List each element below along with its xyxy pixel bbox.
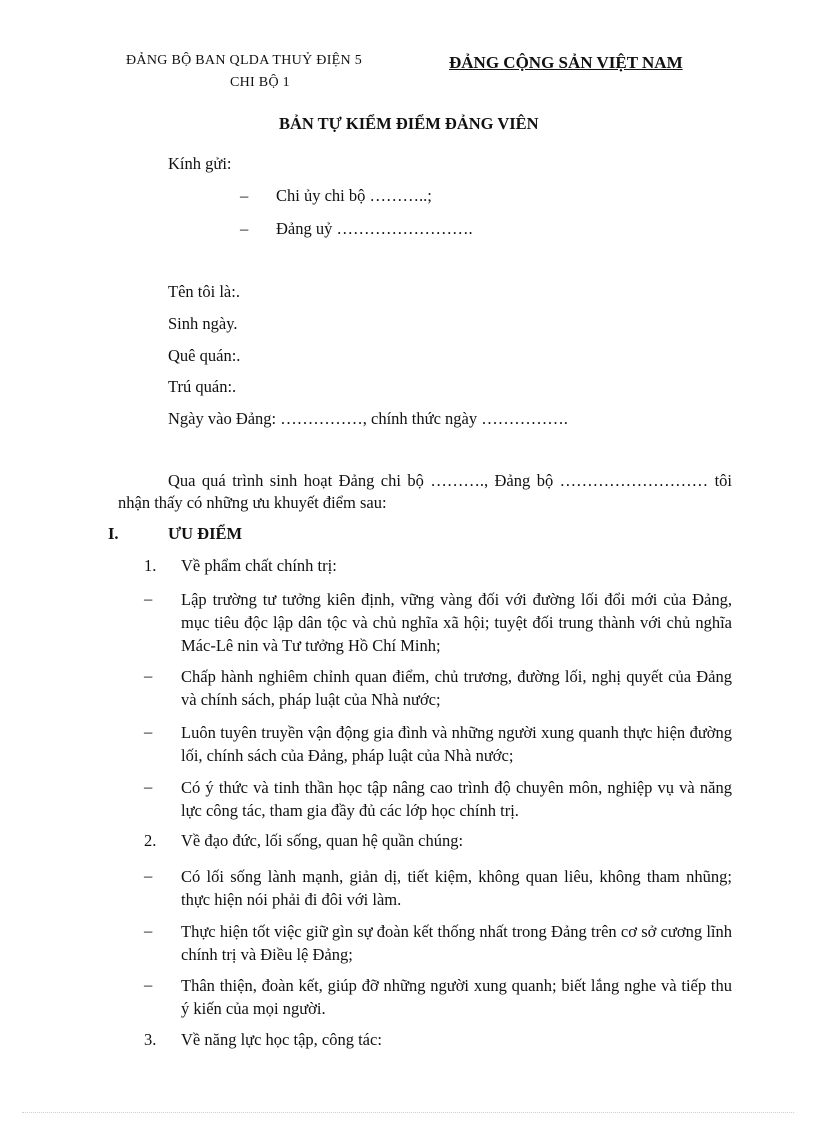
intro-paragraph: Qua quá trình sinh hoạt Đảng chi bộ ………., Đảng bộ ……………………… tôi nhận thấy có những ưu khuyết điểm sau: xyxy=(118,471,732,512)
bullet-dash: – xyxy=(144,921,153,940)
section-title: ƯU ĐIỂM xyxy=(168,524,243,543)
subsection-number: 2. xyxy=(144,831,157,850)
recipient-dash: – xyxy=(240,186,249,205)
subsection-title: Về phẩm chất chính trị: xyxy=(181,556,337,575)
list-item: Chấp hành nghiêm chỉnh quan điểm, chủ trương, đường lối, nghị quyết của Đảng và chính sách, pháp luật của Nhà nước; xyxy=(181,667,732,709)
list-item: Có lối sống lành mạnh, giản dị, tiết kiệm, không quan liêu, không tham nhũng; thực hiện nói phải đi đôi với làm. xyxy=(181,867,732,909)
list-item: Có ý thức và tinh thần học tập nâng cao trình độ chuyên môn, nghiệp vụ và năng lực công tác, tham gia đầy đủ các lớp học chính trị. xyxy=(181,778,732,820)
info-party-dates: Ngày vào Đảng: ……………, chính thức ngày ……………. xyxy=(168,409,568,428)
subsection-number: 3. xyxy=(144,1030,157,1049)
bullet-dash: – xyxy=(144,722,153,741)
info-residence: Trú quán:. xyxy=(168,377,237,396)
bullet-dash: – xyxy=(144,777,153,796)
list-item: Thực hiện tốt việc giữ gìn sự đoàn kết thống nhất trong Đảng trên cơ sở cương lĩnh chính trị và Điều lệ Đảng; xyxy=(181,922,732,964)
document-title: BẢN TỰ KIỂM ĐIỂM ĐẢNG VIÊN xyxy=(279,114,539,133)
salutation-label: Kính gửi: xyxy=(168,154,232,173)
info-hometown: Quê quán:. xyxy=(168,346,241,365)
recipient-dash: – xyxy=(240,219,249,238)
bullet-dash: – xyxy=(144,866,153,885)
list-item: Lập trường tư tưởng kiên định, vững vàng đối với đường lối đổi mới của Đảng, mục tiêu độc lập dân tộc và chủ nghĩa xã hội; tuyệt đối trung thành với chủ nghĩa Mác-Lê nin và Tư tưởng Hồ Chí Minh; xyxy=(181,590,732,655)
subsection-title: Về năng lực học tập, công tác: xyxy=(181,1030,382,1049)
info-name: Tên tôi là:. xyxy=(168,282,240,301)
party-name: ĐẢNG CỘNG SẢN VIỆT NAM xyxy=(449,53,683,72)
org-line-1: ĐẢNG BỘ BAN QLDA THUỶ ĐIỆN 5 xyxy=(126,53,363,68)
bullet-dash: – xyxy=(144,975,153,994)
bullet-dash: – xyxy=(144,589,153,608)
section-number: I. xyxy=(108,524,119,543)
info-birthdate: Sinh ngày. xyxy=(168,314,238,333)
page-bottom-rule xyxy=(22,1112,794,1113)
list-item: Luôn tuyên truyền vận động gia đình và những người xung quanh thực hiện đường lối, chính sách của Đảng, pháp luật của Nhà nước; xyxy=(181,723,732,765)
org-line-2: CHI BỘ 1 xyxy=(230,75,290,90)
subsection-number: 1. xyxy=(144,556,157,575)
recipient-2: Đảng uỷ ……………………. xyxy=(276,219,473,238)
recipient-1: Chi ủy chi bộ ………..; xyxy=(276,186,432,205)
subsection-title: Về đạo đức, lối sống, quan hệ quần chúng: xyxy=(181,831,464,850)
bullet-dash: – xyxy=(144,666,153,685)
list-item: Thân thiện, đoàn kết, giúp đỡ những người xung quanh; biết lắng nghe và tiếp thu ý kiến của mọi người. xyxy=(181,976,732,1018)
